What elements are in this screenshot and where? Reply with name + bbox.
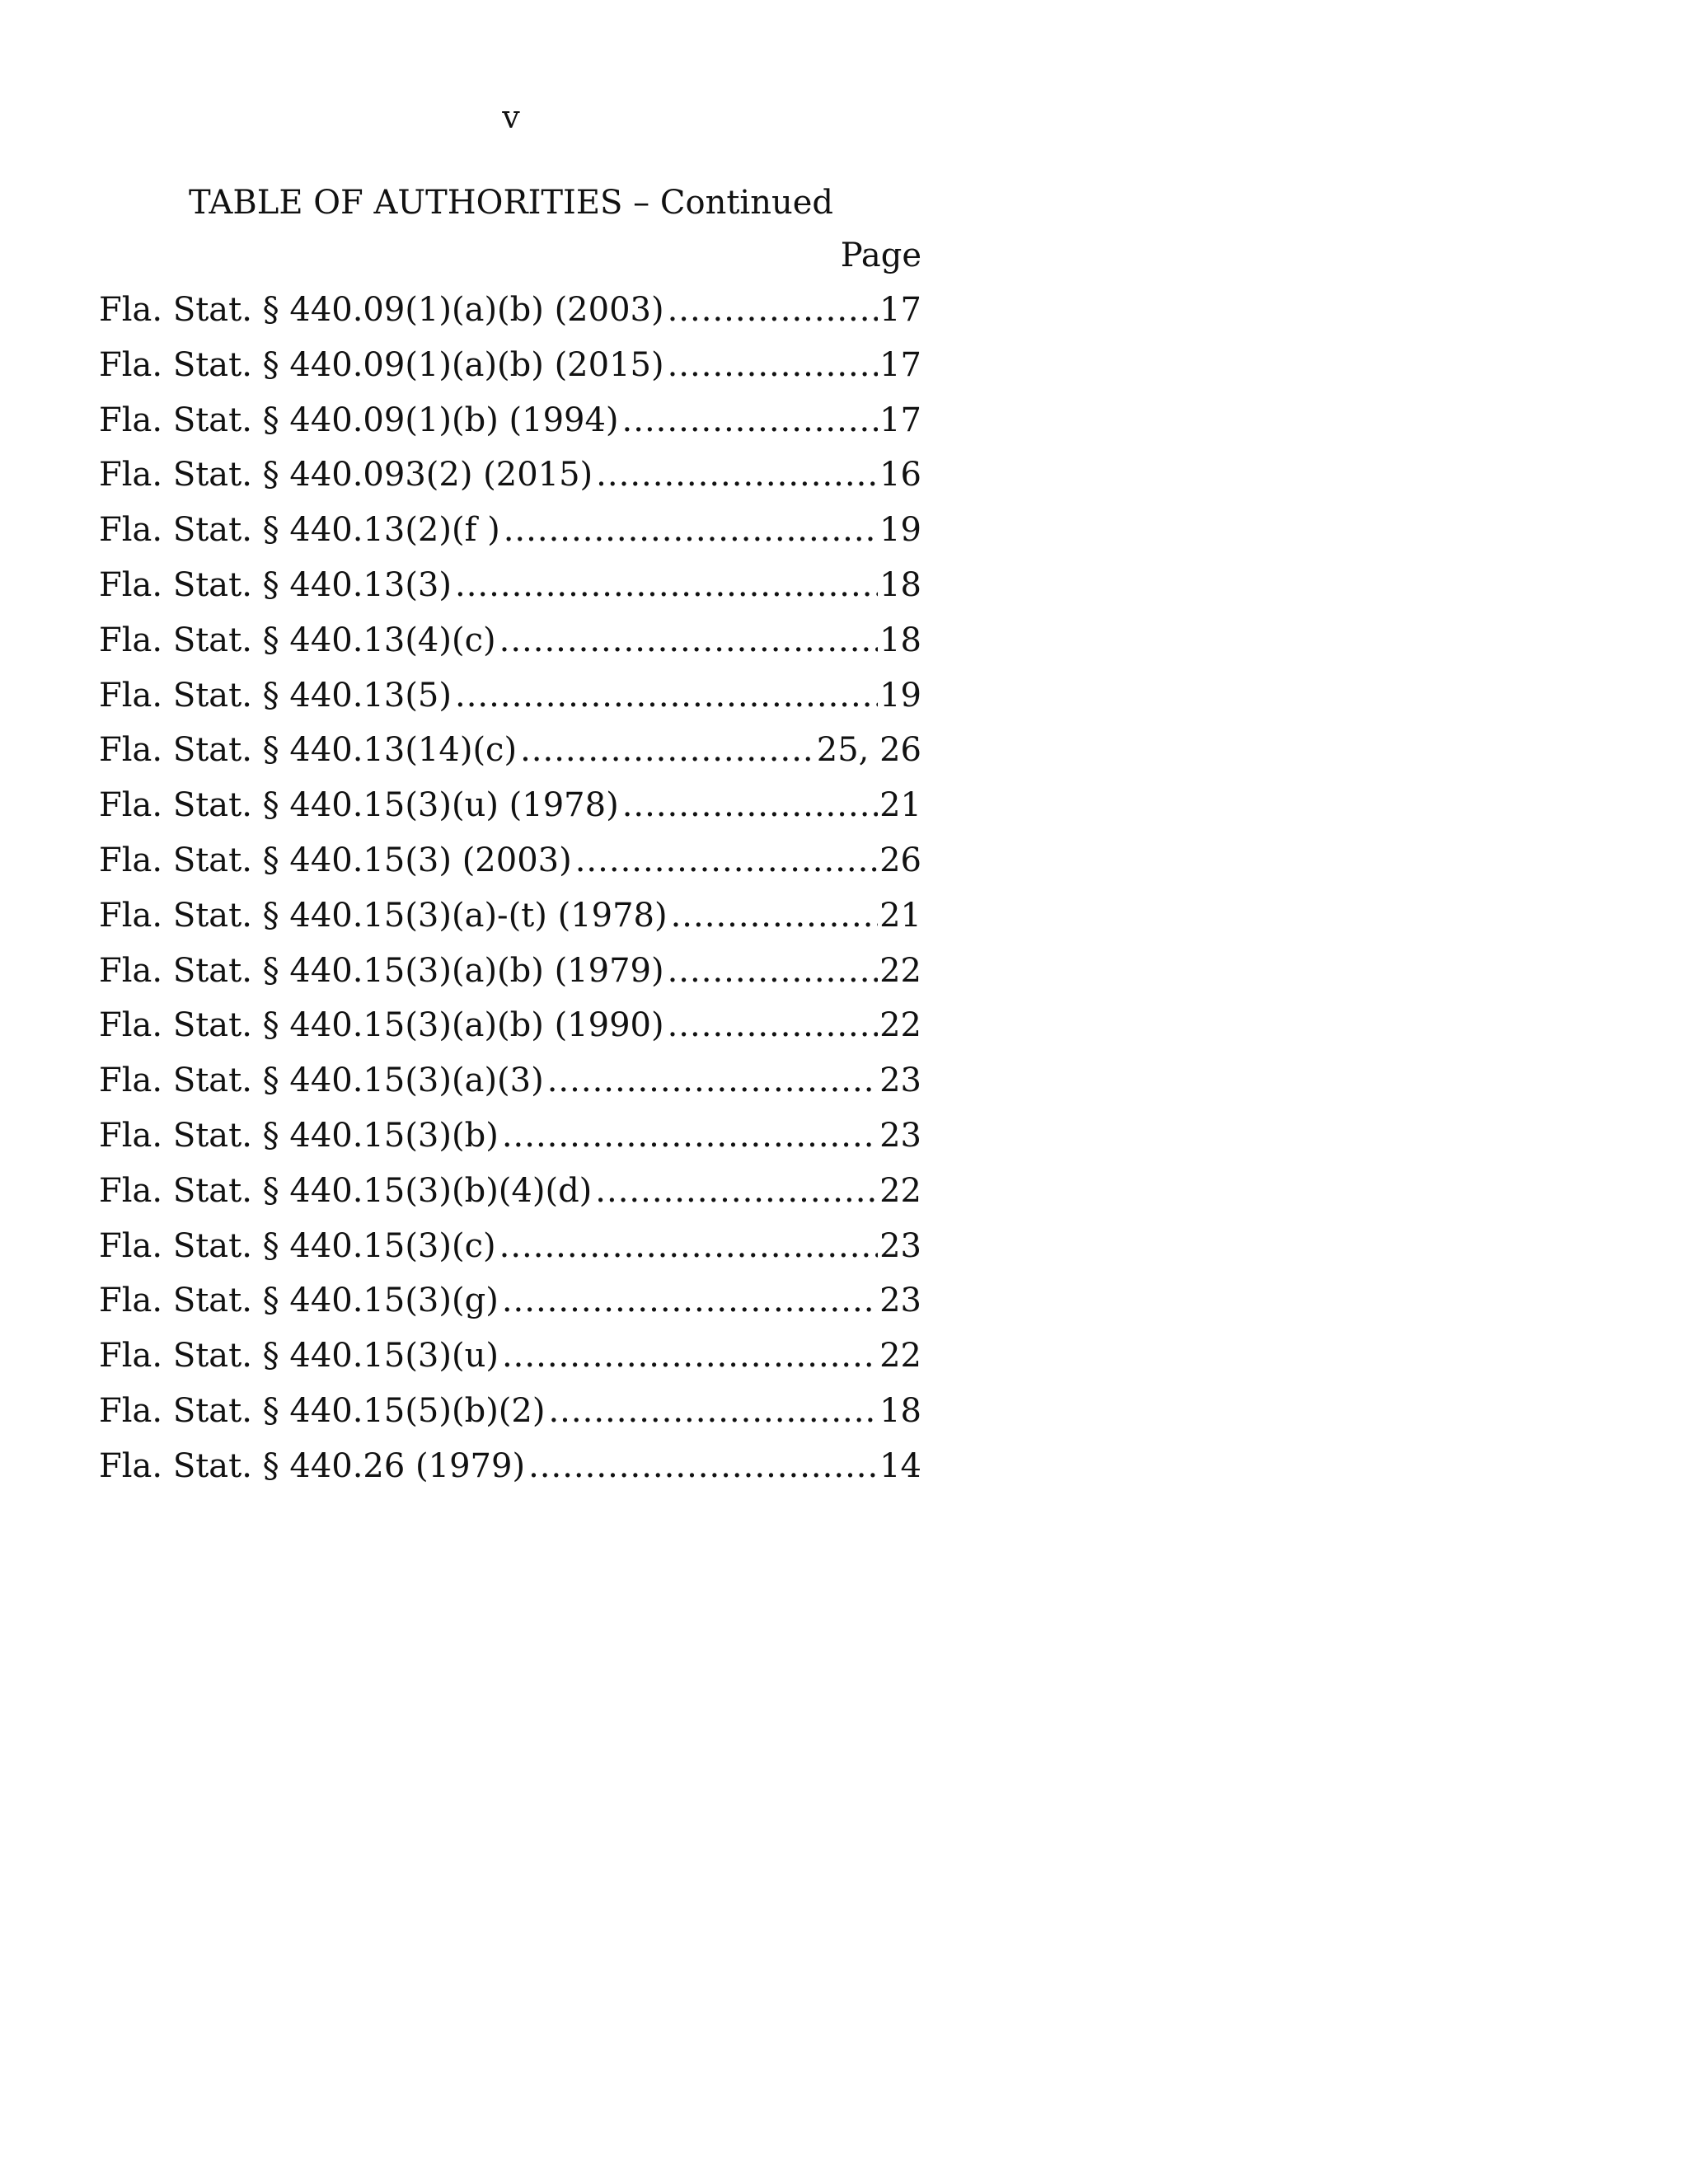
citation: Fla. Stat. § 440.15(3)(a)-(t) (1978)	[99, 896, 668, 935]
citation: Fla. Stat. § 440.093(2) (2015)	[99, 456, 593, 494]
dot-leader	[622, 399, 879, 442]
citation: Fla. Stat. § 440.13(2)(f )	[99, 511, 500, 550]
citation: Fla. Stat. § 440.15(3)(a)(b) (1990)	[99, 1006, 664, 1045]
list-item	[99, 1114, 921, 1169]
page-reference: 14	[879, 1446, 921, 1485]
page-reference: 23	[879, 1282, 921, 1320]
page-reference: 17	[879, 401, 921, 439]
dot-leader	[668, 1004, 879, 1047]
list-item	[99, 619, 921, 674]
citation: Fla. Stat. § 440.15(3)(a)(3)	[99, 1062, 544, 1100]
list-item	[99, 949, 921, 1005]
list-item	[99, 344, 921, 399]
page-reference: 21	[879, 896, 921, 935]
page-reference: 17	[879, 291, 921, 329]
page-reference: 17	[879, 345, 921, 384]
dot-leader	[595, 1169, 878, 1212]
list-item	[99, 399, 921, 454]
list-item	[99, 1279, 921, 1334]
dot-leader	[528, 1445, 878, 1488]
dot-leader	[671, 894, 879, 937]
list-item	[99, 1169, 921, 1225]
dot-leader	[455, 564, 878, 607]
dot-leader	[548, 1390, 878, 1432]
list-item	[99, 1004, 921, 1059]
list-item	[99, 784, 921, 839]
page-reference: 18	[879, 565, 921, 604]
page-reference: 22	[879, 1337, 921, 1376]
list-item	[99, 1059, 921, 1114]
citation: Fla. Stat. § 440.15(3)(b)(4)(d)	[99, 1171, 593, 1210]
page-reference: 18	[879, 621, 921, 659]
dot-leader	[622, 784, 878, 827]
citation: Fla. Stat. § 440.09(1)(a)(b) (2003)	[99, 291, 664, 329]
dot-leader	[502, 1334, 878, 1377]
citation: Fla. Stat. § 440.15(3)(g)	[99, 1282, 499, 1320]
citation: Fla. Stat. § 440.13(4)(c)	[99, 621, 496, 659]
dot-leader	[504, 509, 878, 551]
list-item	[99, 1225, 921, 1280]
page-reference: 22	[879, 951, 921, 990]
list-item	[99, 1390, 921, 1445]
page-title: TABLE OF AUTHORITIES – Continued	[188, 184, 833, 222]
dot-leader	[575, 839, 878, 882]
page-reference: 22	[879, 1171, 921, 1210]
page-reference: 23	[879, 1226, 921, 1265]
list-item	[99, 288, 921, 344]
dot-leader	[499, 1225, 878, 1268]
dot-leader	[455, 674, 878, 717]
authorities-list	[99, 288, 921, 1500]
citation: Fla. Stat. § 440.15(3)(a)(b) (1979)	[99, 951, 664, 990]
dot-leader	[596, 453, 878, 496]
list-item	[99, 894, 921, 949]
page-number: v	[502, 99, 520, 135]
page-reference: 23	[879, 1116, 921, 1155]
dot-leader	[547, 1059, 878, 1102]
page-reference: 19	[879, 511, 921, 550]
page-reference: 18	[879, 1391, 921, 1430]
list-item	[99, 1445, 921, 1500]
page-column-label: Page	[840, 237, 921, 274]
citation: Fla. Stat. § 440.15(3)(b)	[99, 1116, 499, 1155]
dot-leader	[668, 949, 879, 992]
dot-leader	[668, 344, 879, 387]
dot-leader	[499, 619, 878, 662]
list-item	[99, 839, 921, 894]
dot-leader	[668, 288, 879, 331]
citation: Fla. Stat. § 440.15(3)(u)	[99, 1337, 499, 1376]
list-item	[99, 453, 921, 509]
citation: Fla. Stat. § 440.09(1)(a)(b) (2015)	[99, 345, 664, 384]
citation: Fla. Stat. § 440.09(1)(b) (1994)	[99, 401, 619, 439]
citation: Fla. Stat. § 440.15(3) (2003)	[99, 841, 572, 879]
dot-leader	[520, 729, 815, 771]
list-item	[99, 509, 921, 564]
citation: Fla. Stat. § 440.15(3)(c)	[99, 1226, 496, 1265]
page-reference: 26	[879, 841, 921, 879]
page-reference: 25, 26	[816, 731, 921, 770]
page-reference: 21	[879, 786, 921, 825]
page-reference: 22	[879, 1006, 921, 1045]
page-reference: 19	[879, 676, 921, 715]
list-item	[99, 729, 921, 784]
citation: Fla. Stat. § 440.15(5)(b)(2)	[99, 1391, 546, 1430]
citation: Fla. Stat. § 440.13(14)(c)	[99, 731, 518, 770]
citation: Fla. Stat. § 440.13(3)	[99, 565, 452, 604]
citation: Fla. Stat. § 440.15(3)(u) (1978)	[99, 786, 619, 825]
list-item	[99, 674, 921, 729]
list-item	[99, 564, 921, 619]
page-reference: 23	[879, 1062, 921, 1100]
page-reference: 16	[879, 456, 921, 494]
list-item	[99, 1334, 921, 1390]
citation: Fla. Stat. § 440.26 (1979)	[99, 1446, 526, 1485]
citation: Fla. Stat. § 440.13(5)	[99, 676, 452, 715]
dot-leader	[502, 1114, 878, 1157]
dot-leader	[502, 1279, 878, 1322]
